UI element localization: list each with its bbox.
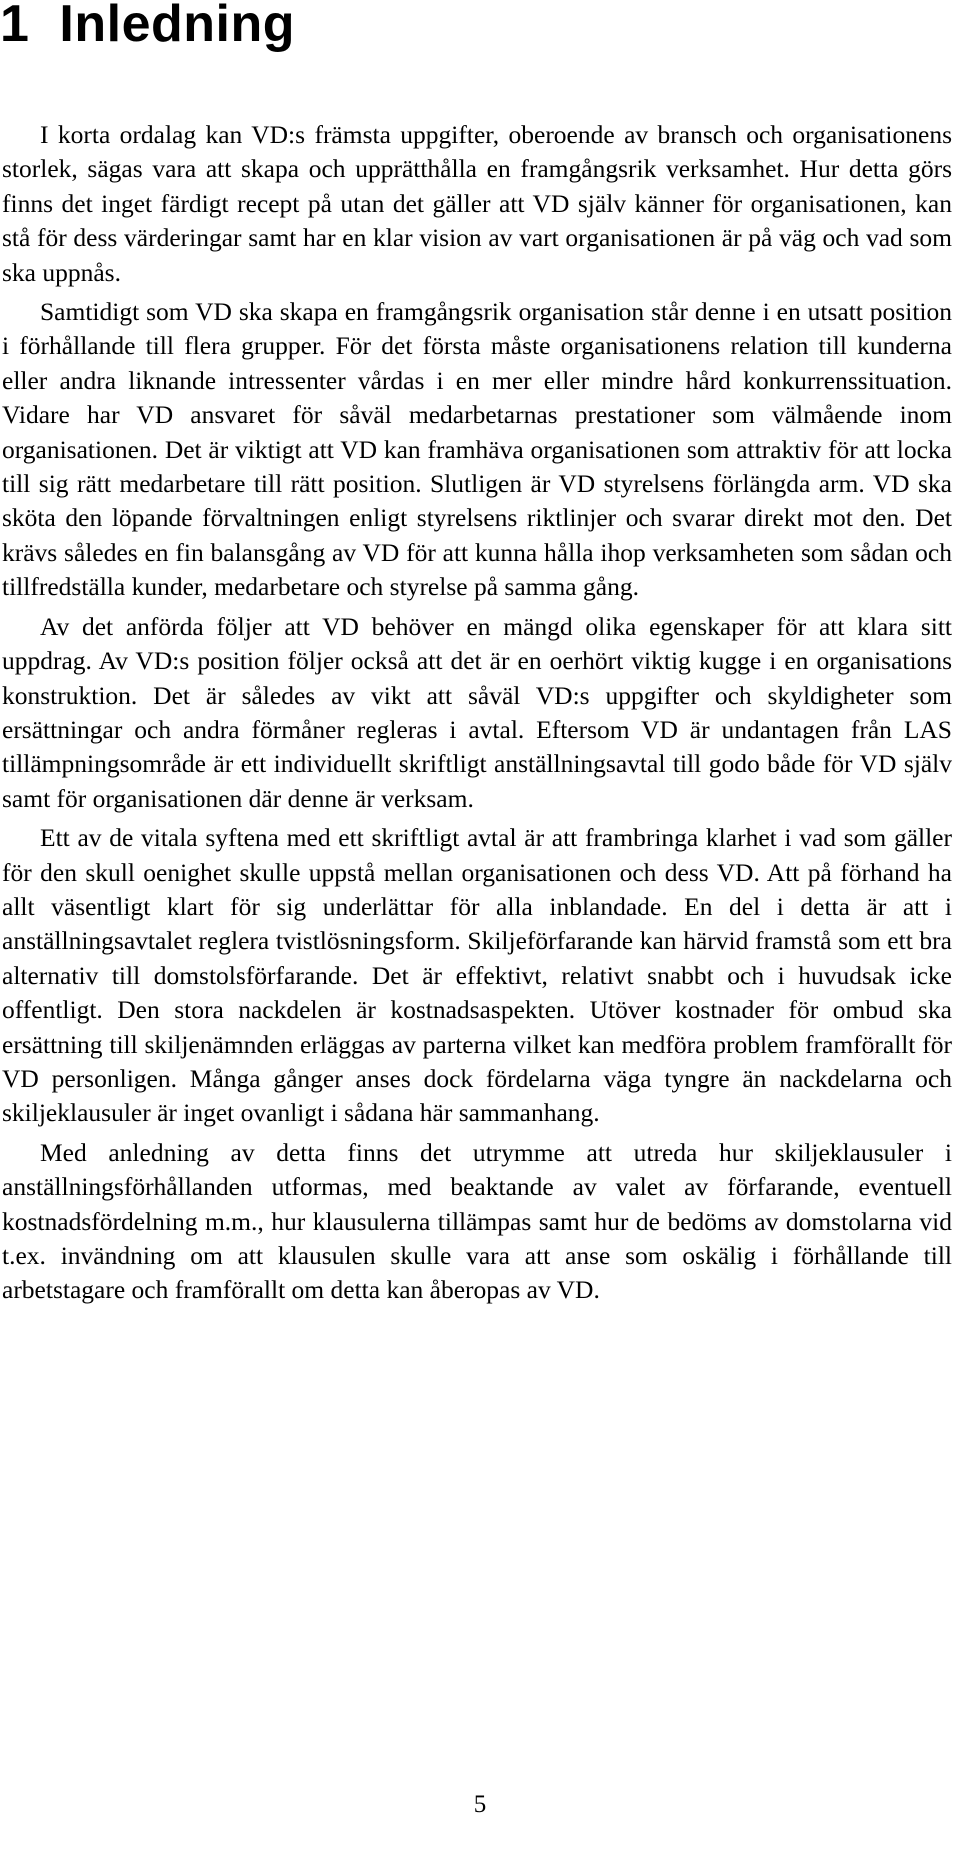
paragraph-3: Av det anförda följer att VD behöver en mängd olika egenskaper för att klara sitt uppdrag. Av VD:s position följer också att det är en oerhört viktig kugge i en organisations konstruktion. Det är således av vikt att såväl VD:s uppgifter och skyldigheter som ersättningar och andra förmåner regleras i avtal. Eftersom VD är undantagen från LAS tillämpningsområde är ett individuellt skriftligt anställningsavtal till godo både för VD själv samt för organisationen där denne är verksam. bbox=[2, 611, 952, 813]
page-number: 5 bbox=[473, 1791, 487, 1818]
section-title: Inledning bbox=[59, 0, 296, 53]
section-heading bbox=[0, 0, 295, 58]
paragraph-1: I korta ordalag kan VD:s främsta uppgifter, oberoende av bransch och organisationens storlek, sägas vara att skapa och upprätthålla en framgångsrik verksamhet. Hur detta görs finns det inget färdigt recept på utan det gäller att VD själv känner för organisationen, kan stå för dess värderingar samt har en klar vision av vart organisationen är på väg och vad som ska uppnås. bbox=[2, 120, 952, 287]
paragraph-4: Ett av de vitala syftena med ett skriftligt avtal är att frambringa klarhet i vad som gäller för den skull oenighet skulle uppstå mellan organisationen och dess VD. Att på förhand ha allt väsentligt klart för sig underlättar för alla inblandade. En del i detta är att i anställningsavtalet reglera tvistlösningsform. Skiljeförfarande kan härvid framstå som ett bra alternativ till domstolsförfarande. Det är effektivt, relativt snabbt och i huvudsak icke offentligt. Den stora nackdelen är kostnadsaspekten. Utöver kostnader för ombud ska ersättning till skiljenämnden erläggas av parterna vilket kan medföra problem framförallt för VD personligen. Många gånger anses dock fördelarna väga tyngre än nackdelarna och skiljeklausuler är inget ovanligt i sådana här sammanhang. bbox=[2, 823, 952, 1128]
body-text bbox=[2, 118, 952, 1313]
section-number: 1 bbox=[0, 0, 30, 53]
paragraph-5: Med anledning av detta finns det utrymme att utreda hur skiljeklausuler i anställningsförhållanden utformas, med beaktande av valet av förfarande, eventuell kostnadsfördelning m.m., hur klausulerna tillämpas samt hur de bedöms av domstolarna vid t.ex. invändning om att klausulen skulle vara att anse som oskälig i förhållande till arbetstagare och framförallt om detta kan åberopas av VD. bbox=[2, 1137, 952, 1305]
paragraph-2: Samtidigt som VD ska skapa en framgångsrik organisation står denne i en utsatt position i förhållande till flera grupper. För det första måste organisationens relation till kunderna eller andra liknande intressenter vårdas i en mer eller mindre hård konkurrenssituation. Vidare har VD ansvaret för såväl medarbetarnas prestationer som välmående inom organisationen. Det är viktigt att VD kan framhäva organisationen som attraktiv för att locka till sig rätt medarbetare till rätt position. Slutligen är VD styrelsens förlängda arm. VD ska sköta den löpande förvaltningen enligt styrelsens riktlinjer och svarar direkt mot den. Det krävs således en fin balansgång av VD för att kunna hålla ihop verksamheten som sådan och tillfredställa kunder, medarbetare och styrelse på samma gång. bbox=[2, 297, 952, 602]
